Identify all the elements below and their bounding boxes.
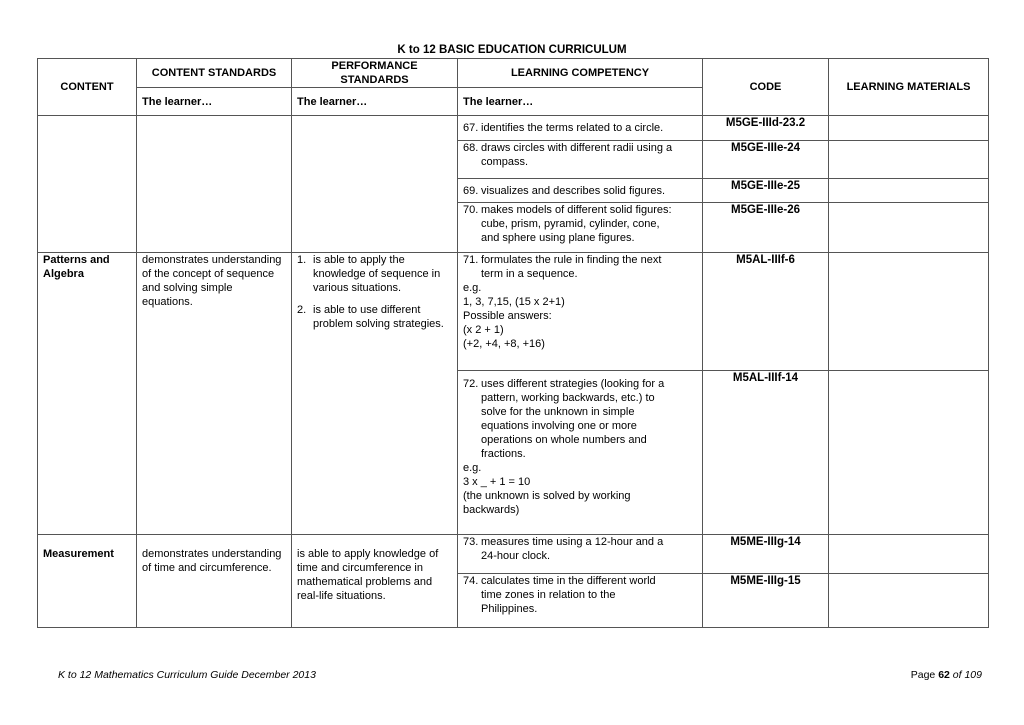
performance-standard-empty [292,116,458,253]
content-standard-empty [137,116,292,253]
learner-label-lc: The learner… [458,88,703,116]
header-learning-materials: LEARNING MATERIALS [829,59,989,116]
code-72: M5AL-IIIf-14 [703,371,829,535]
table-row [38,535,989,574]
materials-70 [829,203,989,253]
materials-73 [829,535,989,574]
content-cell-empty [38,116,137,253]
content-standard-patterns: demonstrates understanding of the concept of sequence and solving simple equations. [137,253,292,535]
header-content: CONTENT [38,59,137,116]
table-row [38,116,989,141]
curriculum-table [37,58,989,628]
materials-71 [829,253,989,371]
performance-standard-patterns: 1. is able to apply the knowledge of sequence in various situations. 2. is able to use different problem solving strategies. [292,253,458,535]
materials-72 [829,371,989,535]
materials-67 [829,116,989,141]
page-label: Page [910,669,936,681]
header-performance-standards: PERFORMANCE STANDARDS [292,59,458,88]
header-learning-competency: LEARNING COMPETENCY [458,59,703,88]
footer-guide-title: K to 12 Mathematics Curriculum Guide December 2013 [58,669,316,681]
code-69: M5GE-IIIe-25 [703,179,829,203]
page-total: of 109 [952,669,982,681]
header-content-standards: CONTENT STANDARDS [137,59,292,88]
page-number: 62 [938,669,950,681]
table-row [38,253,989,371]
code-70: M5GE-IIIe-26 [703,203,829,253]
competency-74: 74. calculates time in the different world time zones in relation to the Philippines. [458,574,703,628]
content-patterns-algebra: Patterns and Algebra [38,253,137,535]
competency-72: 72. uses different strategies (looking for a pattern, working backwards, etc.) to solve for the unknown in simple equations involving one or more operations on whole numbers and fractions. e.g. 3 x _ + 1 = 10 (the unknown is solved by working backwards) [458,371,703,535]
learner-label-cs: The learner… [137,88,292,116]
header-row [38,59,989,88]
learner-label-ps: The learner… [292,88,458,116]
code-74: M5ME-IIIg-15 [703,574,829,628]
materials-74 [829,574,989,628]
competency-67: 67. identifies the terms related to a circle. [458,116,703,141]
document-title: K to 12 BASIC EDUCATION CURRICULUM [397,44,627,56]
content-standard-measurement: demonstrates understanding of time and circumference. [137,535,292,628]
footer-page-number [911,669,982,681]
header-code: CODE [703,59,829,116]
competency-73: 73. measures time using a 12-hour and a 24-hour clock. [458,535,703,574]
competency-68: 68. draws circles with different radii using a compass. [458,141,703,179]
competency-70: 70. makes models of different solid figures: cube, prism, pyramid, cylinder, cone, and sphere using plane figures. [458,203,703,253]
materials-69 [829,179,989,203]
competency-69: 69. visualizes and describes solid figures. [458,179,703,203]
code-68: M5GE-IIIe-24 [703,141,829,179]
performance-standard-measurement: is able to apply knowledge of time and circumference in mathematical problems and real-life situations. [292,535,458,628]
materials-68 [829,141,989,179]
code-71: M5AL-IIIf-6 [703,253,829,371]
competency-71: 71. formulates the rule in finding the next term in a sequence. e.g. 1, 3, 7,15, (15 x 2+1) Possible answers: (x 2 + 1) (+2, +4, +8, +16) [458,253,703,371]
content-measurement: Measurement [38,535,137,628]
code-67: M5GE-IIId-23.2 [703,116,829,141]
code-73: M5ME-IIIg-14 [703,535,829,574]
